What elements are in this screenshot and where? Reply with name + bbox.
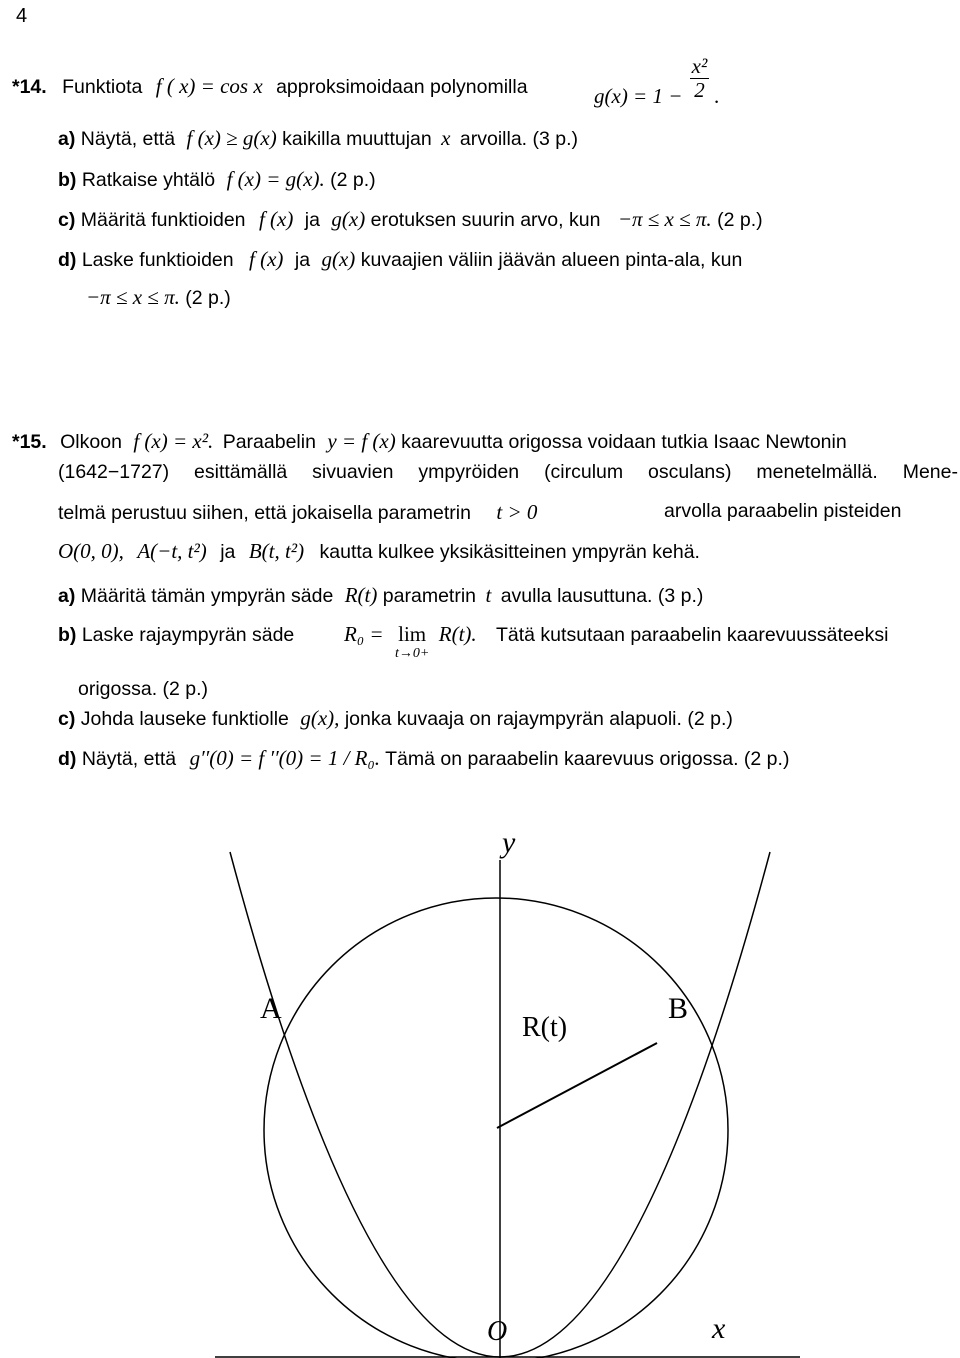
formula: y = f (x) bbox=[327, 429, 396, 453]
text: Määritä tämän ympyrän säde bbox=[80, 585, 334, 607]
text: ja bbox=[220, 541, 236, 563]
point-A: A(−t, t²) bbox=[137, 539, 207, 563]
intro-text: Funktiota bbox=[62, 76, 143, 98]
problem-number: *14. bbox=[12, 76, 47, 98]
period: . bbox=[714, 84, 720, 109]
text: avulla lausuttuna. (3 p.) bbox=[500, 585, 704, 607]
variable-t: t bbox=[485, 583, 492, 607]
text: jonka kuvaaja on rajaympyrän alapuoli. (2 p.) bbox=[344, 708, 733, 730]
label-B: B bbox=[668, 992, 689, 1025]
points: (2 p.) bbox=[185, 287, 231, 309]
formula: f (x) = x². bbox=[133, 429, 214, 453]
label-x: x bbox=[712, 1312, 726, 1345]
text: Näytä, että bbox=[81, 748, 177, 770]
part-label: a) bbox=[58, 585, 76, 607]
part-label: d) bbox=[58, 748, 77, 770]
formula: R₀ = bbox=[344, 622, 384, 646]
text: Ratkaise yhtälö bbox=[81, 169, 216, 191]
radius-line bbox=[497, 1043, 657, 1128]
formula: f (x) ≥ g(x) bbox=[186, 126, 277, 150]
text: telmä perustuu siihen, että jokaisella parametrin bbox=[58, 502, 471, 524]
formula: t > 0 bbox=[496, 500, 538, 524]
part-label: b) bbox=[58, 624, 77, 646]
formula-f: f ( x) = cos x bbox=[155, 74, 263, 98]
text: kautta kulkee yksikäsitteinen ympyrän kehä. bbox=[319, 541, 700, 563]
fraction-denominator: 2 bbox=[694, 78, 705, 102]
formula: R(t). bbox=[438, 622, 477, 646]
text: Olkoon bbox=[60, 431, 122, 453]
part-label: c) bbox=[58, 708, 76, 730]
label-A: A bbox=[260, 992, 282, 1025]
text: (2 p.) bbox=[330, 169, 376, 191]
text: Laske funktioiden bbox=[81, 249, 234, 271]
label-Rt: R(t) bbox=[522, 1012, 568, 1043]
variable-x: x bbox=[441, 126, 451, 150]
text: kaarevuutta origossa voidaan tutkia Isaac Newtonin bbox=[401, 431, 847, 453]
text: erotuksen suurin arvo, kun bbox=[370, 209, 601, 231]
text: Määritä funktioiden bbox=[80, 209, 246, 231]
points: (2 p.) bbox=[717, 209, 763, 231]
limit-subscript: t→0+ bbox=[394, 646, 430, 661]
intro-text: approksimoidaan polynomilla bbox=[276, 76, 528, 98]
formula: f (x) bbox=[249, 247, 284, 271]
point-B: B(t, t²) bbox=[248, 539, 305, 563]
osculating-circle bbox=[264, 898, 728, 1358]
text: Johda lauseke funktiolle bbox=[80, 708, 289, 730]
page-number: 4 bbox=[16, 5, 28, 27]
text: Näytä, että bbox=[80, 128, 176, 150]
part-label: b) bbox=[58, 169, 77, 191]
problem-15-line-2: (1642−1727) esittämällä sivuavien ympyröiden (circulum osculans) menetelmällä. Mene- bbox=[58, 461, 958, 483]
text: kaikilla muuttujan bbox=[282, 128, 432, 150]
problem-15-line-3-end: arvolla paraabelin pisteiden bbox=[664, 500, 902, 522]
text: ja bbox=[294, 249, 311, 271]
limit-operator: lim bbox=[398, 622, 427, 646]
text: Paraabelin bbox=[222, 431, 316, 453]
text: ja bbox=[304, 209, 320, 231]
label-y: y bbox=[502, 826, 516, 859]
formula: f (x) bbox=[258, 207, 294, 231]
formula: R(t) bbox=[344, 583, 378, 607]
formula-g: g(x) = 1 − bbox=[594, 84, 683, 109]
text: Laske rajaympyrän säde bbox=[81, 624, 295, 646]
part-b-text: Tätä kutsutaan paraabelin kaarevuussäteeksi bbox=[496, 624, 889, 646]
part-label: a) bbox=[58, 128, 76, 150]
part-b-text-continued: origossa. (2 p.) bbox=[78, 678, 209, 700]
part-label: c) bbox=[58, 209, 76, 231]
fraction-numerator: x² bbox=[691, 54, 708, 78]
text: Tämä on paraabelin kaarevuus origossa. (2 p.) bbox=[385, 748, 790, 770]
text: parametrin bbox=[382, 585, 477, 607]
formula-range: −π ≤ x ≤ π. bbox=[617, 207, 712, 231]
formula: g(x), bbox=[300, 706, 340, 730]
text: kuvaajien väliin jäävän alueen pinta-ala, kun bbox=[360, 249, 743, 271]
point-O: O(0, 0), bbox=[58, 539, 124, 563]
formula: g(x) bbox=[321, 247, 356, 271]
formula-range: −π ≤ x ≤ π. bbox=[86, 285, 180, 309]
text: arvoilla. (3 p.) bbox=[459, 128, 579, 150]
part-label: d) bbox=[58, 249, 77, 271]
formula: g(x) bbox=[331, 207, 366, 231]
formula: g′′(0) = f ′′(0) = 1 / R₀. bbox=[189, 746, 381, 770]
label-O: O bbox=[487, 1316, 508, 1347]
problem-number: *15. bbox=[12, 431, 47, 453]
formula: f (x) = g(x). bbox=[226, 167, 325, 191]
